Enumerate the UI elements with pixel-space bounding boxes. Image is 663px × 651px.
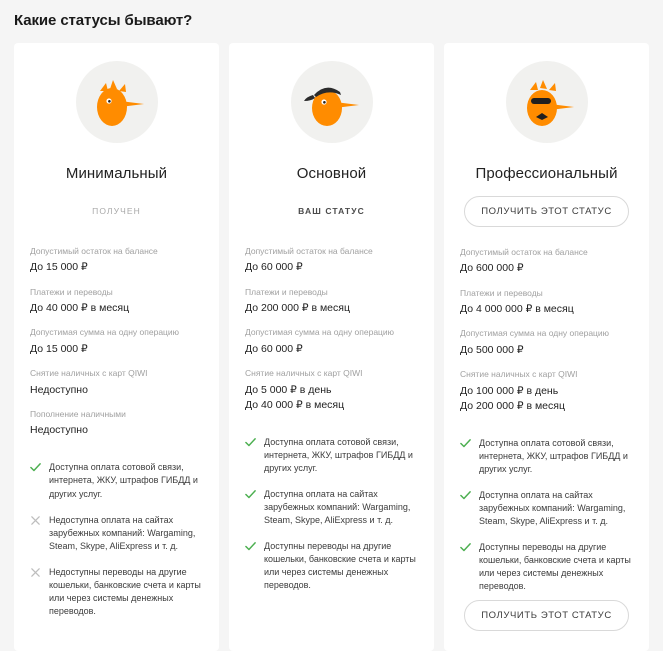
status-cards-container: [0, 29, 663, 651]
bottom-button-wrap: [444, 600, 649, 635]
feature-item: [245, 540, 418, 592]
status-card: [229, 43, 434, 651]
cross-icon: [30, 514, 43, 526]
spec-label: Платежи и переводы: [460, 287, 543, 298]
spec-value: До 15 000 ₽: [30, 261, 88, 274]
feature-list: [30, 461, 203, 630]
feature-text: Доступна оплата сотовой связи, интернета, ЖКУ, штрафов ГИБДД и других услуг.: [479, 437, 628, 475]
spec-item: [460, 369, 633, 414]
feature-item: [460, 489, 633, 528]
qiwi-kiwi-bird-plain-icon: [76, 61, 158, 143]
spec-value: До 200 000 ₽ в месяц: [460, 399, 565, 412]
check-icon: [30, 461, 43, 473]
get-status-button[interactable]: ПОЛУЧИТЬ ЭТОТ СТАТУС: [464, 196, 629, 227]
spec-label: Допустимая сумма на одну операцию: [460, 328, 610, 339]
spec-value: Недоступно: [30, 383, 88, 396]
spec-value: До 60 000 ₽: [245, 342, 303, 355]
spec-value: До 200 000 ₽ в месяц: [245, 302, 350, 315]
feature-item: [245, 436, 418, 475]
feature-item: [30, 461, 203, 500]
status-note: ПОЛУЧЕН: [92, 206, 141, 216]
check-icon: [245, 436, 258, 448]
get-status-button-bottom[interactable]: ПОЛУЧИТЬ ЭТОТ СТАТУС: [464, 600, 629, 631]
spec-value: До 60 000 ₽: [245, 261, 303, 274]
feature-text: Доступна оплата на сайтах зарубежных компаний: Wargaming, Steam, Skype, AliExpress и т. д.: [264, 489, 411, 526]
status-card-title: Минимальный: [65, 165, 168, 182]
feature-text: Доступны переводы на другие кошельки, банковские счета и карты или через системы денежных переводов.: [264, 541, 416, 591]
qiwi-kiwi-bird-cap-icon: [291, 61, 373, 143]
check-icon: [460, 437, 473, 449]
feature-list: [460, 437, 633, 606]
spec-label: Допустимый остаток на балансе: [245, 246, 373, 256]
status-card: [14, 43, 219, 651]
spec-value: До 600 000 ₽: [460, 262, 524, 275]
spec-label: Снятие наличных с карт QIWI: [30, 368, 148, 379]
spec-value: Недоступно: [30, 424, 88, 437]
feature-text: Доступны переводы на другие кошельки, банковские счета и карты или через системы денежных переводов.: [479, 542, 631, 592]
check-icon: [460, 541, 473, 553]
spec-item: [460, 247, 633, 277]
spec-item: [245, 368, 418, 413]
feature-text: Недоступны переводы на другие кошельки, банковские счета и карты или через системы денежных переводов.: [49, 566, 201, 616]
spec-value: До 100 000 ₽ в день: [460, 384, 559, 397]
spec-value: До 4 000 000 ₽ в месяц: [460, 303, 574, 316]
spec-value: До 40 000 ₽ в месяц: [245, 398, 345, 411]
spec-label: Допустимая сумма на одну операцию: [245, 327, 395, 338]
spec-item: [460, 288, 633, 318]
spec-value: До 5 000 ₽ в день: [245, 383, 332, 396]
spec-item: [245, 287, 418, 317]
spec-label: Пополнение наличными: [30, 408, 126, 419]
spec-label: Снятие наличных с карт QIWI: [460, 369, 578, 380]
check-icon: [245, 488, 258, 500]
check-icon: [245, 540, 258, 552]
feature-item: [460, 541, 633, 593]
status-note: ВАШ СТАТУС: [298, 206, 365, 216]
feature-text: Доступна оплата на сайтах зарубежных компаний: Wargaming, Steam, Skype, AliExpress и т. д.: [479, 490, 626, 527]
page-title: Какие статусы бывают?: [14, 12, 193, 29]
status-card-title: Основной: [296, 165, 367, 182]
status-card: [444, 43, 649, 651]
spec-label: Допустимый остаток на балансе: [30, 246, 158, 256]
spec-item: [30, 368, 203, 398]
spec-item: [30, 287, 203, 317]
feature-item: [460, 437, 633, 476]
feature-text: Доступна оплата сотовой связи, интернета, ЖКУ, штрафов ГИБДД и других услуг.: [49, 462, 198, 499]
feature-item: [30, 566, 203, 618]
spec-label: Снятие наличных с карт QIWI: [245, 368, 363, 379]
spec-label: Допустимый остаток на балансе: [460, 247, 588, 257]
spec-list: [30, 246, 203, 449]
qiwi-kiwi-bird-sunglasses-icon: [506, 61, 588, 143]
feature-text: Доступна оплата сотовой связи, интернета, ЖКУ, штрафов ГИБДД и других услуг.: [264, 436, 413, 474]
feature-list: [245, 436, 418, 605]
spec-list: [460, 247, 633, 425]
cross-icon: [30, 566, 43, 578]
feature-item: [30, 514, 203, 553]
spec-item: [30, 246, 203, 276]
feature-text: Недоступна оплата на сайтах зарубежных компаний: Wargaming, Steam, Skype, AliExpress и т. д.: [49, 514, 196, 551]
spec-label: Допустимая сумма на одну операцию: [30, 327, 180, 338]
spec-value: До 15 000 ₽: [30, 342, 88, 355]
spec-value: До 40 000 ₽ в месяц: [30, 302, 130, 315]
spec-item: [245, 327, 418, 357]
spec-label: Платежи и переводы: [30, 286, 113, 297]
spec-item: [30, 327, 203, 357]
check-icon: [460, 489, 473, 501]
spec-item: [245, 246, 418, 276]
spec-label: Платежи и переводы: [245, 286, 328, 297]
spec-item: [30, 409, 203, 439]
spec-item: [460, 328, 633, 358]
feature-item: [245, 488, 418, 527]
spec-list: [245, 246, 418, 424]
status-card-title: Профессиональный: [475, 165, 618, 182]
spec-value: До 500 000 ₽: [460, 343, 524, 356]
